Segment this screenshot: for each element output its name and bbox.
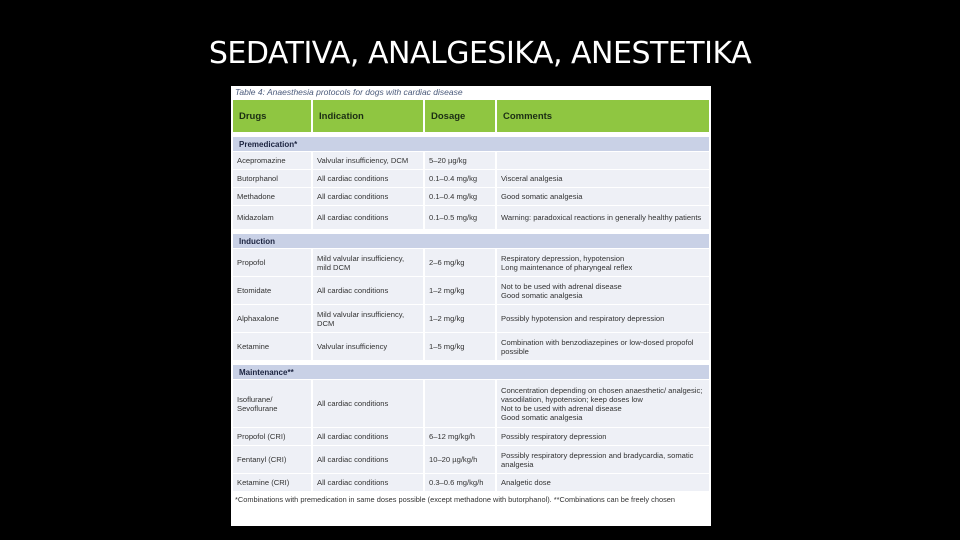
comment-cell: Analgetic dose [497, 474, 709, 491]
drug-cell: Etomidate [233, 277, 311, 304]
header-comments: Comments [497, 100, 709, 132]
dosage-cell [425, 380, 495, 427]
protocol-table [231, 99, 711, 492]
comment-cell: Warning: paradoxical reactions in generally healthy patients [497, 206, 709, 229]
indication-cell: All cardiac conditions [313, 380, 423, 427]
comment-cell: Possibly hypotension and respiratory depression [497, 305, 709, 332]
dosage-cell: 0.1–0.4 mg/kg [425, 170, 495, 187]
comment-cell: Combination with benzodiazepines or low-dosed propofol possible [497, 333, 709, 360]
table-row [233, 206, 709, 229]
table-row [233, 188, 709, 205]
section-title: Premedication* [233, 137, 709, 151]
header-dosage: Dosage [425, 100, 495, 132]
protocol-table-image [231, 86, 711, 526]
section-row-maintenance [233, 365, 709, 379]
drug-cell: Butorphanol [233, 170, 311, 187]
dosage-cell: 5–20 µg/kg [425, 152, 495, 169]
dosage-cell: 0.3–0.6 mg/kg/h [425, 474, 495, 491]
drug-cell: Ketamine [233, 333, 311, 360]
indication-cell: All cardiac conditions [313, 170, 423, 187]
dosage-cell: 2–6 mg/kg [425, 249, 495, 276]
header-drugs: Drugs [233, 100, 311, 132]
dosage-cell: 10–20 µg/kg/h [425, 446, 495, 473]
header-indication: Indication [313, 100, 423, 132]
drug-cell: Acepromazine [233, 152, 311, 169]
indication-cell: Mild valvular insufficiency, DCM [313, 305, 423, 332]
drug-cell: Methadone [233, 188, 311, 205]
comment-cell: Possibly respiratory depression and bradycardia, somatic analgesia [497, 446, 709, 473]
table-row [233, 380, 709, 427]
dosage-cell: 6–12 mg/kg/h [425, 428, 495, 445]
section-title: Maintenance** [233, 365, 709, 379]
indication-cell: Valvular insufficiency [313, 333, 423, 360]
dosage-cell: 1–2 mg/kg [425, 277, 495, 304]
table-row [233, 277, 709, 304]
indication-cell: Mild valvular insufficiency, mild DCM [313, 249, 423, 276]
drug-cell: Propofol (CRI) [233, 428, 311, 445]
comment-cell: Not to be used with adrenal disease Good somatic analgesia [497, 277, 709, 304]
comment-cell: Concentration depending on chosen anaesthetic/ analgesic; vasodilation, hypotension; keep doses low Not to be used with adrenal disease Good somatic analgesia [497, 380, 709, 427]
section-title: Induction [233, 234, 709, 248]
indication-cell: All cardiac conditions [313, 188, 423, 205]
table-row [233, 333, 709, 360]
table-row [233, 428, 709, 445]
slide-title: SEDATIVA, ANALGESIKA, ANESTETIKA [208, 36, 752, 71]
table-header-row [233, 100, 709, 132]
drug-cell: Isoflurane/ Sevoflurane [233, 380, 311, 427]
drug-cell: Ketamine (CRI) [233, 474, 311, 491]
table-row [233, 305, 709, 332]
indication-cell: All cardiac conditions [313, 277, 423, 304]
table-caption: Table 4: Anaesthesia protocols for dogs with cardiac disease [235, 87, 463, 97]
section-row-premedication [233, 137, 709, 151]
table-row [233, 152, 709, 169]
comment-cell: Respiratory depression, hypotension Long maintenance of pharyngeal reflex [497, 249, 709, 276]
table-row [233, 249, 709, 276]
comment-cell [497, 152, 709, 169]
drug-cell: Propofol [233, 249, 311, 276]
drug-cell: Midazolam [233, 206, 311, 229]
table-row [233, 446, 709, 473]
indication-cell: All cardiac conditions [313, 428, 423, 445]
indication-cell: All cardiac conditions [313, 446, 423, 473]
comment-cell: Visceral analgesia [497, 170, 709, 187]
section-row-induction [233, 234, 709, 248]
dosage-cell: 0.1–0.4 mg/kg [425, 188, 495, 205]
table-row [233, 170, 709, 187]
dosage-cell: 1–5 mg/kg [425, 333, 495, 360]
table-row [233, 474, 709, 491]
dosage-cell: 1–2 mg/kg [425, 305, 495, 332]
indication-cell: All cardiac conditions [313, 474, 423, 491]
indication-cell: All cardiac conditions [313, 206, 423, 229]
indication-cell: Valvular insufficiency, DCM [313, 152, 423, 169]
table-footnote: *Combinations with premedication in same doses possible (except methadone with butorphanol). **Combinations can be freely chosen [235, 495, 675, 504]
comment-cell: Good somatic analgesia [497, 188, 709, 205]
drug-cell: Alphaxalone [233, 305, 311, 332]
comment-cell: Possibly respiratory depression [497, 428, 709, 445]
drug-cell: Fentanyl (CRI) [233, 446, 311, 473]
dosage-cell: 0.1–0.5 mg/kg [425, 206, 495, 229]
